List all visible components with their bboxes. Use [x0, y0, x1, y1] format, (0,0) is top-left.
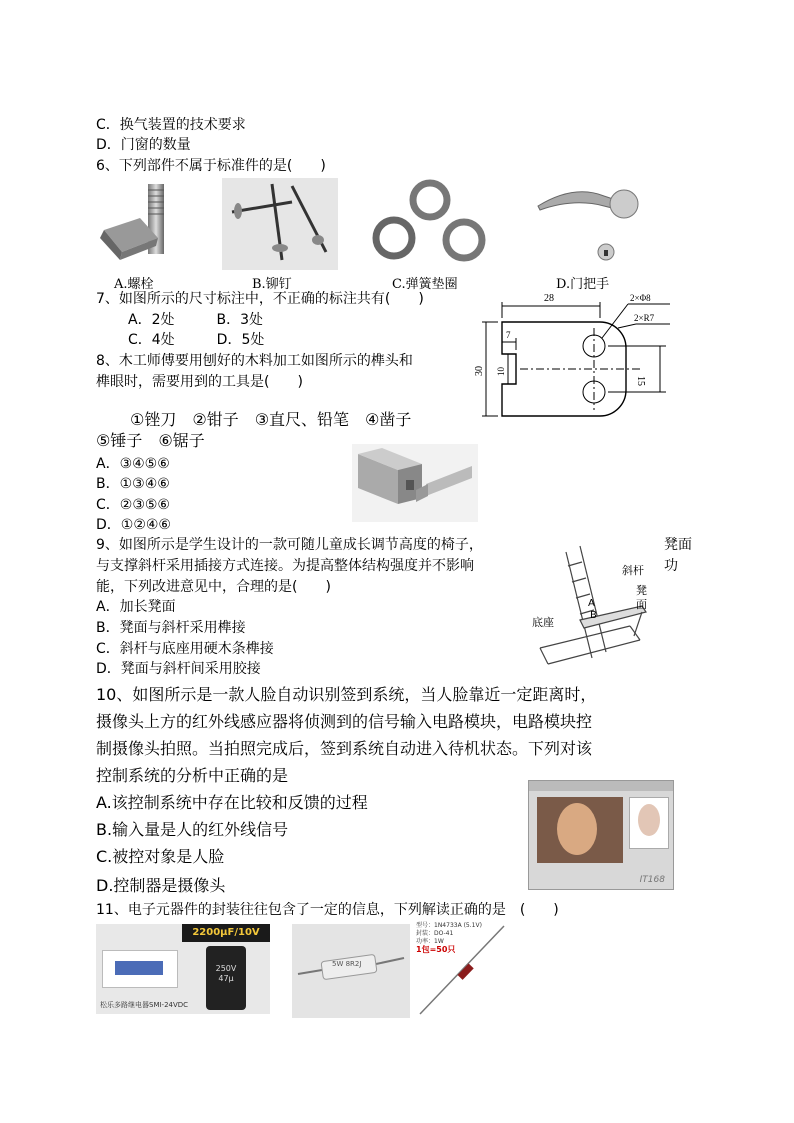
- bolt-image: [96, 178, 196, 274]
- dim-width-label: 28: [544, 293, 554, 304]
- diode-power: 功率：1W: [416, 938, 444, 945]
- dim-notch-height-label: 10: [496, 367, 506, 376]
- question-10-option-b: B.输入量是人的红外线信号: [96, 820, 289, 839]
- caption-rivet: B.铆钉: [252, 277, 292, 292]
- chair-label-b: B: [590, 610, 597, 621]
- question-10-option-d: D.控制器是摄像头: [96, 876, 226, 895]
- chair-label-seat-2: 面: [636, 598, 647, 611]
- chair-label-seat-1: 凳: [636, 584, 647, 597]
- question-8-tools-line1: ①锉刀 ②钳子 ③直尺、铅笔 ④凿子: [130, 410, 412, 429]
- chair-label-base: 底座: [532, 616, 554, 629]
- question-8-option-d: D．①②④⑥: [96, 517, 171, 533]
- capacitor-banner: 2200μF/10V: [182, 924, 270, 942]
- question-9-option-a: A．加长凳面: [96, 599, 176, 615]
- door-handle-image: [534, 180, 646, 264]
- question-9-line2: 与支撑斜杆采用插接方式连接。为提高整体结构强度并不影响: [96, 558, 474, 574]
- dimension-drawing: [470, 288, 674, 434]
- capacitor-icon: 250V 47μ: [206, 946, 246, 1010]
- question-10-line4: 控制系统的分析中正确的是: [96, 766, 289, 785]
- relay-note: 松乐多路继电器SMI-24VDC: [100, 1001, 189, 1009]
- question-8-option-c: C．②③⑤⑥: [96, 497, 170, 513]
- caption-bolt: A.螺栓: [114, 277, 154, 292]
- dim-radius-label: 2×R7: [634, 313, 655, 323]
- question-11: 11、电子元器件的封装往往包含了一定的信息，下列解读正确的是 ( ): [96, 902, 559, 918]
- resistor-image: [292, 924, 410, 1018]
- face-recognition-screenshot: [528, 780, 674, 890]
- app-watermark: IT168: [639, 875, 665, 885]
- question-8-option-b: B．①③④⑥: [96, 476, 170, 492]
- question-10-line3: 制摄像头拍照。当拍照完成后，签到系统自动进入待机状态。下列对该: [96, 739, 593, 758]
- question-9-option-d: D．凳面与斜杆间采用胶接: [96, 661, 261, 677]
- question-10-option-a: A.该控制系统中存在比较和反馈的过程: [96, 793, 368, 812]
- chair-label-rod: 斜杆: [622, 564, 644, 577]
- question-8-option-a: A．③④⑤⑥: [96, 456, 170, 472]
- caption-spring-washer: C.弹簧垫圈: [392, 277, 458, 292]
- diode-package: 封装：DO-41: [416, 930, 454, 937]
- question-8-line1: 8、木工师傅要用刨好的木料加工如图所示的榫头和: [96, 353, 413, 369]
- dim-spacing-label: 15: [635, 376, 646, 386]
- camera-view: [537, 797, 623, 863]
- question-10-line2: 摄像头上方的红外线感应器将侦测到的信号输入电路模块，电路模块控: [96, 712, 593, 731]
- question-9-line1-right: 凳面: [664, 537, 692, 553]
- option-d-q5: D．门窗的数量: [96, 137, 191, 153]
- dim-holes-label: 2×Φ8: [630, 293, 651, 303]
- question-9-option-b: B．凳面与斜杆采用榫接: [96, 620, 246, 636]
- caption-door-handle: D.门把手: [556, 277, 610, 292]
- question-10-line1: 10、如图所示是一款人脸自动识别签到系统，当人脸靠近一定距离时，: [96, 685, 597, 704]
- question-7-options-cd: C．4处 D．5处: [114, 332, 265, 348]
- chair-drawing: [530, 540, 668, 674]
- diode-image: [414, 922, 510, 1018]
- diode-model: 型号：1N4733A (5.1V): [416, 922, 482, 929]
- face-thumbnail: [629, 797, 669, 849]
- chair-label-a: A: [588, 598, 595, 609]
- resistor-code: 5W 8R2J: [332, 960, 362, 968]
- question-8-line2: 榫眼时，需要用到的工具是( ): [96, 374, 303, 390]
- question-7: 7、如图所示的尺寸标注中，不正确的标注共有( ): [96, 291, 424, 307]
- question-9-option-c: C．斜杆与底座用硬木条榫接: [96, 641, 274, 657]
- relay-icon: [102, 950, 178, 988]
- question-7-options-ab: A．2处 B．3处: [114, 312, 263, 328]
- dim-height-label: 30: [474, 366, 485, 376]
- diode-quantity: 1包=50只: [416, 945, 456, 954]
- option-c-q5: C．换气装置的技术要求: [96, 117, 246, 133]
- relay-capacitor-image: [96, 924, 270, 1014]
- tenon-mortise-image: [352, 444, 478, 522]
- dim-notch-width-label: 7: [506, 330, 511, 340]
- question-9-line1: 9、如图所示是学生设计的一款可随儿童成长调节高度的椅子，: [96, 537, 483, 553]
- question-10-option-c: C.被控对象是人脸: [96, 847, 225, 866]
- question-9-line2-right: 功: [664, 558, 678, 574]
- rivet-image: [222, 178, 338, 270]
- question-8-tools-line2: ⑤锤子 ⑥锯子: [96, 431, 205, 450]
- question-9-line3: 能，下列改进意见中，合理的是( ): [96, 579, 331, 595]
- spring-washer-image: [372, 178, 490, 270]
- question-6: 6、下列部件不属于标准件的是( ): [96, 158, 326, 174]
